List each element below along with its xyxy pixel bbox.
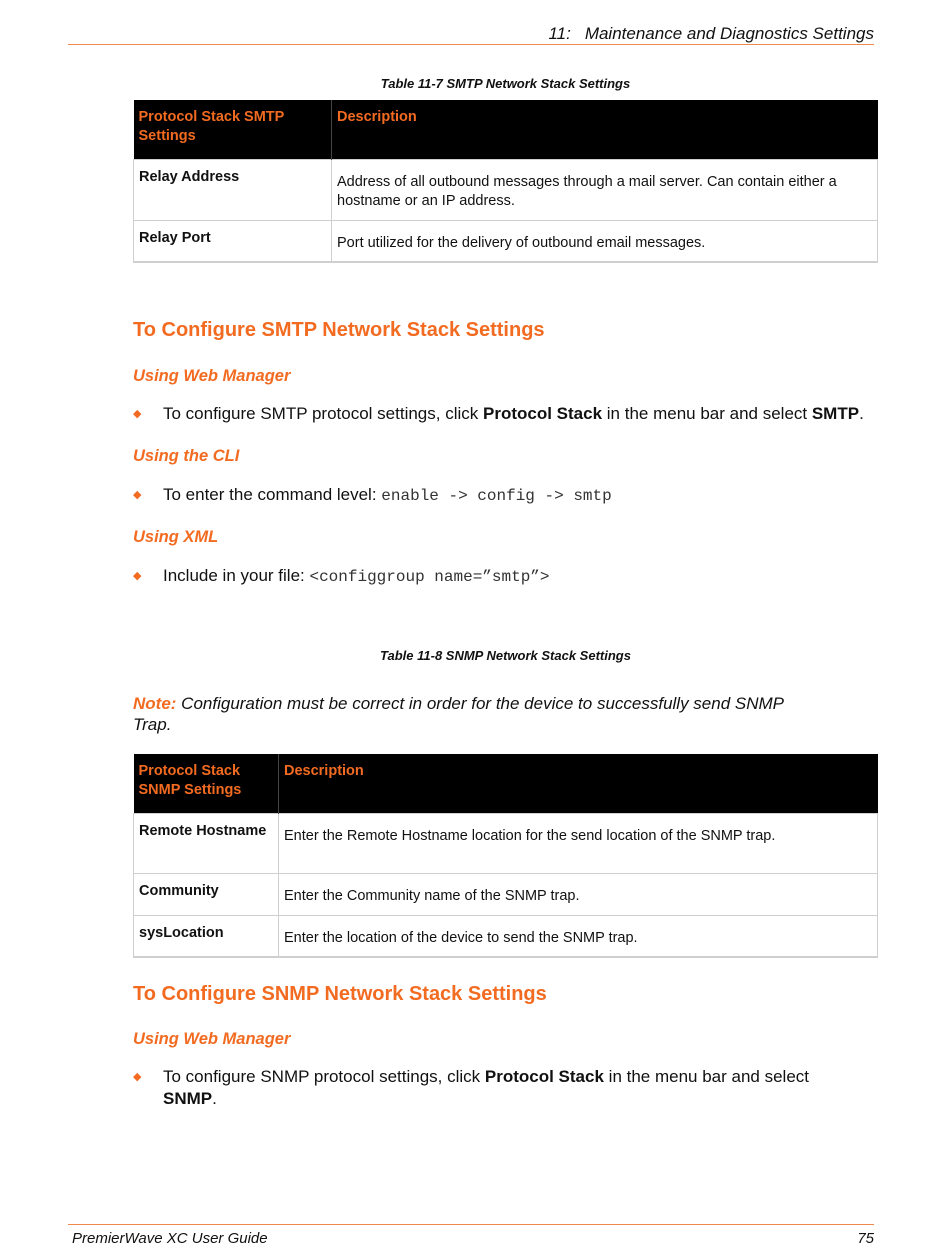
table-row: [134, 873, 878, 915]
xml-snippet: <configgroup name=”smtp”>: [309, 568, 550, 586]
subheading-web-manager: Using Web Manager: [133, 1030, 291, 1048]
table-header-row: [134, 100, 878, 159]
table-row: [134, 813, 878, 873]
list-item: [133, 1066, 878, 1110]
note: [133, 693, 813, 735]
subheading-cli: Using the CLI: [133, 447, 240, 465]
running-header: [68, 24, 874, 44]
setting-name: Relay Port: [134, 220, 332, 262]
header-rule: [68, 44, 874, 45]
snmp-settings-table: [133, 754, 878, 958]
section-heading-snmp: To Configure SNMP Network Stack Settings: [133, 983, 547, 1005]
subheading-web-manager: Using Web Manager: [133, 367, 291, 385]
column-header-description: Description: [279, 754, 878, 813]
setting-description: Enter the Community name of the SNMP trap.: [279, 873, 878, 915]
bullet-text: To enter the command level: enable -> config -> smtp: [163, 485, 612, 505]
column-header-description: Description: [332, 100, 878, 159]
column-header-setting: Protocol Stack SMTP Settings: [134, 100, 332, 159]
setting-name: Remote Hostname: [134, 813, 279, 873]
cli-command: enable -> config -> smtp: [381, 487, 612, 505]
diamond-bullet-icon: ◆: [133, 570, 142, 582]
section-heading-smtp: To Configure SMTP Network Stack Settings: [133, 319, 545, 341]
page-number: 75: [857, 1230, 874, 1247]
table-caption-snmp: Table 11-8 SNMP Network Stack Settings: [380, 648, 631, 663]
table-row: [134, 915, 878, 957]
note-label: Note:: [133, 694, 177, 713]
table-row: [134, 220, 878, 262]
table-caption-smtp: Table 11-7 SMTP Network Stack Settings: [380, 76, 631, 91]
table-row: [134, 159, 878, 220]
diamond-bullet-icon: ◆: [133, 408, 142, 420]
bullet-text: Include in your file: <configgroup name=”smtp”>: [163, 566, 550, 586]
setting-name: sysLocation: [134, 915, 279, 957]
chapter-number: 11:: [548, 24, 571, 43]
setting-name: Community: [134, 873, 279, 915]
setting-name: Relay Address: [134, 159, 332, 220]
diamond-bullet-icon: ◆: [133, 489, 142, 501]
bullet-text: To configure SMTP protocol settings, click Protocol Stack in the menu bar and select SMTP.: [163, 404, 864, 423]
chapter-title: Maintenance and Diagnostics Settings: [584, 24, 874, 43]
subheading-xml: Using XML: [133, 528, 219, 546]
setting-description: Address of all outbound messages through a mail server. Can contain either a hostname or an IP address.: [332, 159, 878, 220]
setting-description: Enter the Remote Hostname location for the send location of the SNMP trap.: [279, 813, 878, 873]
table-header-row: [134, 754, 878, 813]
setting-description: Enter the location of the device to send the SNMP trap.: [279, 915, 878, 957]
diamond-bullet-icon: ◆: [133, 1071, 142, 1083]
column-header-setting: Protocol Stack SNMP Settings: [134, 754, 279, 813]
smtp-settings-table: [133, 100, 878, 263]
setting-description: Port utilized for the delivery of outbound email messages.: [332, 220, 878, 262]
footer-rule: [68, 1224, 874, 1225]
bullet-text: To configure SNMP protocol settings, click Protocol Stack in the menu bar and select SNMP.: [163, 1067, 810, 1108]
footer-guide-title: PremierWave XC User Guide: [72, 1230, 268, 1247]
note-text: Configuration must be correct in order for the device to successfully send SNMP Trap.: [133, 694, 784, 734]
